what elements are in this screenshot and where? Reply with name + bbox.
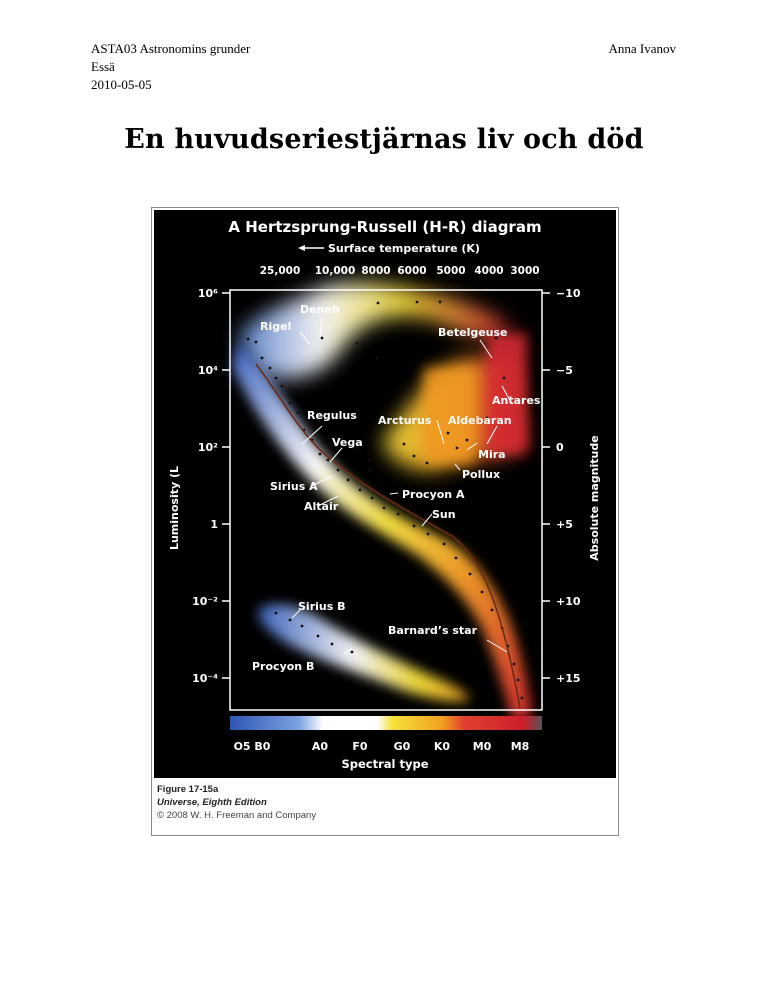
course-name: ASTA03 Astronomins grunder	[91, 41, 251, 56]
figure-caption	[157, 783, 316, 822]
header-left	[91, 40, 250, 94]
spectral-tick-1: O5 B0	[233, 740, 271, 753]
lum-tick-4: 1	[210, 518, 218, 531]
lum-tick-1: 10⁶	[197, 287, 218, 300]
star-label-vega: Vega	[332, 436, 363, 449]
hr-diagram-figure	[151, 207, 619, 836]
spectral-tick-7: M8	[510, 740, 530, 753]
star-label-rigel: Rigel	[260, 320, 292, 333]
temp-tick-5: 5000	[436, 265, 466, 277]
star-label-aldebaran: Aldebaran	[448, 414, 512, 427]
star-label-sirius-b: Sirius B	[298, 600, 346, 613]
star-label-altair: Altair	[304, 500, 339, 513]
star-label-arcturus: Arcturus	[378, 414, 432, 427]
spectral-tick-5: K0	[433, 740, 451, 753]
spectral-tick-3: F0	[352, 740, 368, 753]
star-label-sirius-a: Sirius A	[270, 480, 318, 493]
star-label-procyon-a: Procyon A	[402, 488, 465, 501]
star-label-procyon-b: Procyon B	[252, 660, 315, 673]
mag-tick-2: −5	[556, 364, 573, 377]
star-label-betelgeuse: Betelgeuse	[438, 326, 508, 339]
magnitude-axis-label: Absolute magnitude	[588, 435, 601, 561]
lum-tick-2: 10⁴	[197, 364, 218, 377]
spectral-tick-6: M0	[472, 740, 492, 753]
temp-tick-6: 4000	[474, 265, 504, 277]
temp-tick-3: 8000	[361, 265, 391, 277]
luminosity-axis-label: Luminosity (L	[168, 465, 181, 551]
spectral-tick-4: G0	[393, 740, 411, 753]
mag-tick-6: +15	[556, 672, 581, 685]
temp-tick-4: 6000	[397, 265, 427, 277]
temperature-axis-label: Surface temperature (K)	[328, 242, 480, 255]
temp-tick-1: 25,000	[259, 265, 301, 277]
star-label-pollux: Pollux	[462, 468, 501, 481]
spectral-tick-2: A0	[311, 740, 329, 753]
page-title: En huvudseriestjärnas liv och död	[124, 124, 644, 155]
document-date: 2010-05-05	[91, 77, 152, 92]
temp-tick-7: 3000	[510, 265, 540, 277]
lum-tick-3: 10²	[197, 441, 218, 454]
mag-tick-1: −10	[556, 287, 581, 300]
figure-source-book: Universe, Eighth Edition	[157, 797, 267, 808]
figure-number: Figure 17-15a	[157, 784, 219, 795]
figure-copyright: © 2008 W. H. Freeman and Company	[157, 810, 317, 821]
lum-tick-6: 10⁻⁴	[192, 672, 218, 685]
author-name: Anna Ivanov	[608, 41, 676, 56]
mag-tick-5: +10	[556, 595, 581, 608]
star-label-deneb: Deneb	[300, 303, 340, 316]
mag-tick-3: 0	[556, 441, 564, 454]
hr-diagram-image	[152, 208, 618, 778]
star-label-sun: Sun	[432, 508, 456, 521]
spectral-color-bar	[230, 716, 542, 730]
star-label-mira: Mira	[478, 448, 506, 461]
document-type: Essä	[91, 59, 115, 74]
lum-tick-5: 10⁻²	[192, 595, 218, 608]
star-label-regulus: Regulus	[307, 409, 357, 422]
diagram-title: A Hertzsprung-Russell (H-R) diagram	[228, 218, 542, 236]
temp-tick-2: 10,000	[314, 265, 356, 277]
star-label-barnards: Barnard’s star	[388, 624, 477, 637]
mag-tick-4: +5	[556, 518, 573, 531]
spectral-axis-label: Spectral type	[341, 757, 429, 771]
star-label-antares: Antares	[492, 394, 541, 407]
